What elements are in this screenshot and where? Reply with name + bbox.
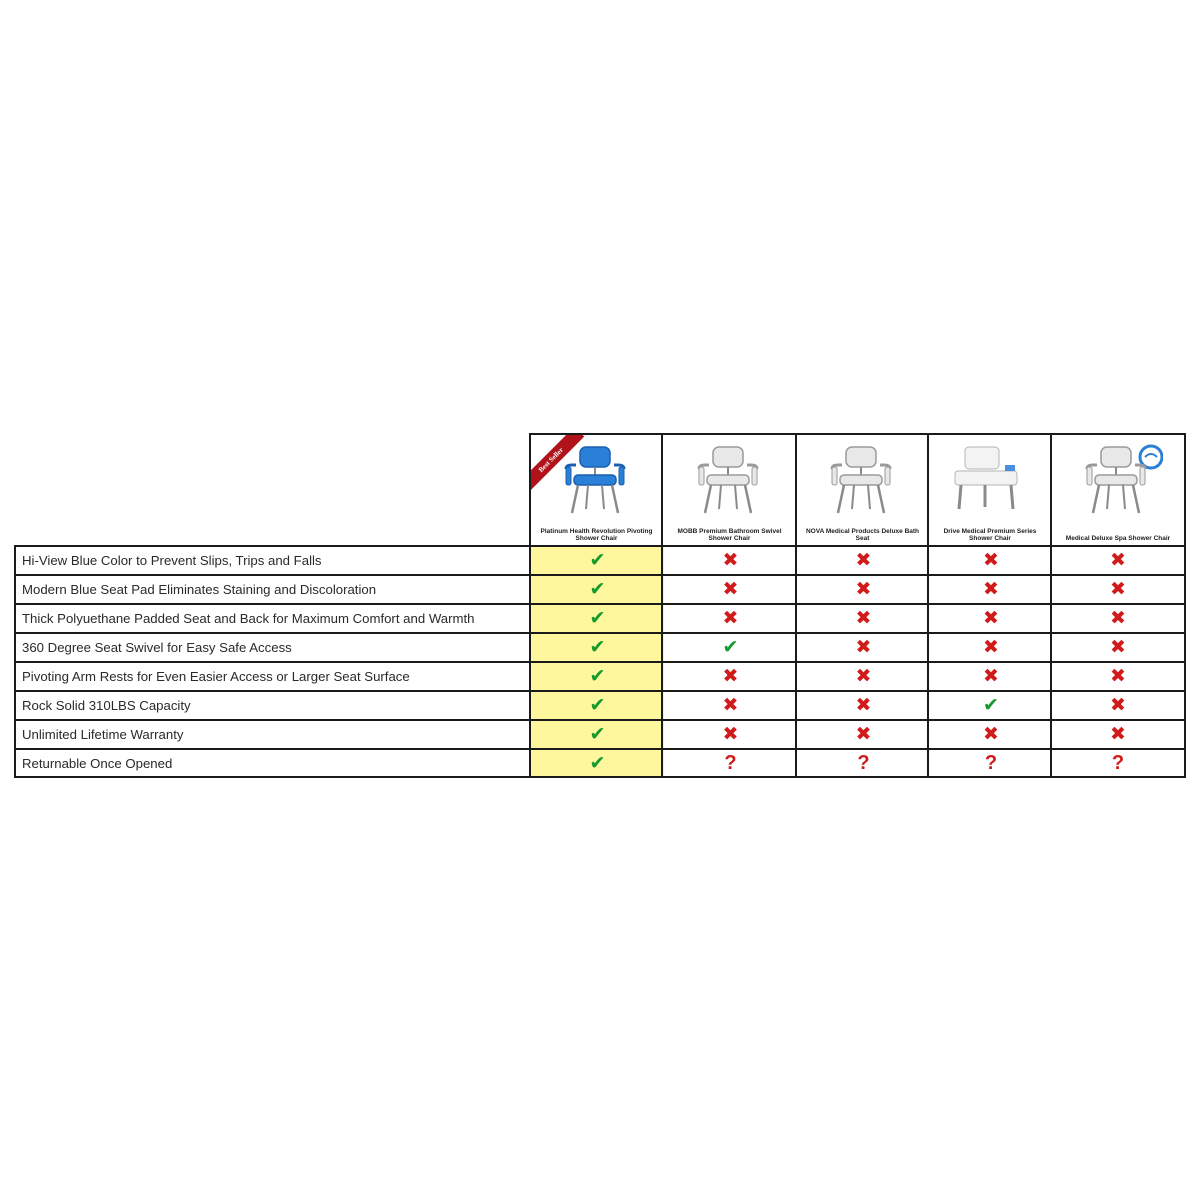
comparison-cell: [795, 719, 930, 748]
product-header-1: [529, 433, 664, 545]
product-name: MOBB Premium Bathroom Swivel Shower Chair: [677, 528, 782, 542]
comparison-cell: [529, 719, 664, 748]
comparison-cell: [661, 603, 798, 632]
swivel-chair-icon: [685, 443, 775, 520]
comparison-cell: [795, 690, 930, 719]
comparison-cell: [927, 690, 1053, 719]
question-icon: ?: [724, 752, 737, 774]
feature-label: Unlimited Lifetime Warranty: [14, 719, 531, 748]
cross-icon: ✖: [855, 665, 872, 687]
cross-icon: ✖: [1110, 578, 1126, 600]
table-bottom-border: [14, 776, 1186, 778]
comparison-cell: [795, 748, 930, 777]
comparison-cell: [1050, 748, 1186, 777]
comparison-cell: [529, 545, 664, 574]
cross-icon: ✖: [1110, 607, 1126, 629]
comparison-cell: [927, 748, 1053, 777]
feature-label: Hi-View Blue Color to Prevent Slips, Trips and Falls: [14, 545, 531, 574]
comparison-cell: [927, 661, 1053, 690]
cross-icon: ✖: [722, 694, 739, 716]
cross-icon: ✖: [855, 578, 872, 600]
comparison-cell: [927, 545, 1053, 574]
question-icon: ?: [1111, 752, 1125, 774]
comparison-cell: [661, 574, 798, 603]
product-header-3: [795, 433, 930, 545]
cross-icon: ✖: [722, 723, 739, 745]
bench-chair-icon: [945, 443, 1035, 518]
comparison-cell: [1050, 603, 1186, 632]
cross-icon: ✖: [983, 723, 999, 745]
comparison-cell: [927, 632, 1053, 661]
comparison-cell: [1050, 661, 1186, 690]
cross-icon: ✖: [722, 578, 739, 600]
comparison-cell: [661, 545, 798, 574]
feature-label: Thick Polyuethane Padded Seat and Back for Maximum Comfort and Warmth: [14, 603, 531, 632]
comparison-cell: [1050, 719, 1186, 748]
spa-chair-icon: [1073, 443, 1163, 520]
product-name: Medical Deluxe Spa Shower Chair: [1065, 535, 1171, 542]
cross-icon: ✖: [1110, 636, 1126, 658]
cross-icon: ✖: [983, 636, 999, 658]
check-icon: ✔: [589, 549, 606, 571]
comparison-cell: [661, 690, 798, 719]
comparison-cell: [1050, 690, 1186, 719]
feature-label: Pivoting Arm Rests for Even Easier Access or Larger Seat Surface: [14, 661, 531, 690]
feature-label: 360 Degree Seat Swivel for Easy Safe Access: [14, 632, 531, 661]
cross-icon: ✖: [722, 607, 739, 629]
cross-icon: ✖: [983, 607, 999, 629]
check-icon: ✔: [589, 723, 606, 745]
cross-icon: ✖: [1110, 665, 1126, 687]
comparison-cell: [927, 719, 1053, 748]
cross-icon: ✖: [983, 578, 999, 600]
best-seller-ribbon: Best Seller: [529, 433, 584, 493]
check-icon: ✔: [589, 665, 606, 687]
cross-icon: ✖: [722, 665, 739, 687]
cross-icon: ✖: [1110, 723, 1126, 745]
cross-icon: ✖: [722, 549, 739, 571]
comparison-cell: [795, 632, 930, 661]
comparison-cell: [529, 603, 664, 632]
comparison-cell: [927, 603, 1053, 632]
comparison-cell: [661, 661, 798, 690]
feature-label: Returnable Once Opened: [14, 748, 531, 777]
product-name: Platinum Health Revolution Pivoting Shower Chair: [540, 528, 653, 542]
cross-icon: ✖: [855, 549, 872, 571]
product-name: NOVA Medical Products Deluxe Bath Seat: [805, 528, 920, 542]
cross-icon: ✖: [855, 607, 872, 629]
comparison-cell: [529, 632, 664, 661]
feature-label: Rock Solid 310LBS Capacity: [14, 690, 531, 719]
comparison-cell: [661, 719, 798, 748]
cross-icon: ✖: [1110, 694, 1126, 716]
check-icon: ✔: [722, 636, 739, 658]
comparison-cell: [529, 690, 664, 719]
check-icon: ✔: [589, 578, 606, 600]
cross-icon: ✖: [855, 694, 872, 716]
comparison-cell: [795, 545, 930, 574]
check-icon: ✔: [589, 694, 606, 716]
comparison-cell: [529, 748, 664, 777]
comparison-cell: [927, 574, 1053, 603]
comparison-cell: [529, 574, 664, 603]
product-header-4: [927, 433, 1053, 545]
comparison-cell: [795, 661, 930, 690]
check-icon: ✔: [589, 752, 606, 774]
comparison-cell: [795, 603, 930, 632]
comparison-cell: [661, 632, 798, 661]
feature-label: Modern Blue Seat Pad Eliminates Staining and Discoloration: [14, 574, 531, 603]
check-icon: ✔: [983, 694, 999, 716]
check-icon: ✔: [589, 636, 606, 658]
comparison-cell: [1050, 632, 1186, 661]
check-icon: ✔: [589, 607, 606, 629]
cross-icon: ✖: [855, 636, 872, 658]
comparison-table: [14, 433, 1186, 778]
bath-seat-icon: [818, 443, 908, 520]
cross-icon: ✖: [1110, 549, 1126, 571]
product-name: Drive Medical Premium Series Shower Chair: [943, 528, 1037, 542]
product-header-5: [1050, 433, 1186, 545]
cross-icon: ✖: [983, 549, 999, 571]
product-header-2: [661, 433, 798, 545]
comparison-cell: [1050, 545, 1186, 574]
cross-icon: ✖: [983, 665, 999, 687]
question-icon: ?: [984, 752, 998, 774]
comparison-cell: [529, 661, 664, 690]
cross-icon: ✖: [855, 723, 872, 745]
comparison-cell: [1050, 574, 1186, 603]
question-icon: ?: [857, 752, 870, 774]
comparison-cell: [661, 748, 798, 777]
comparison-cell: [795, 574, 930, 603]
